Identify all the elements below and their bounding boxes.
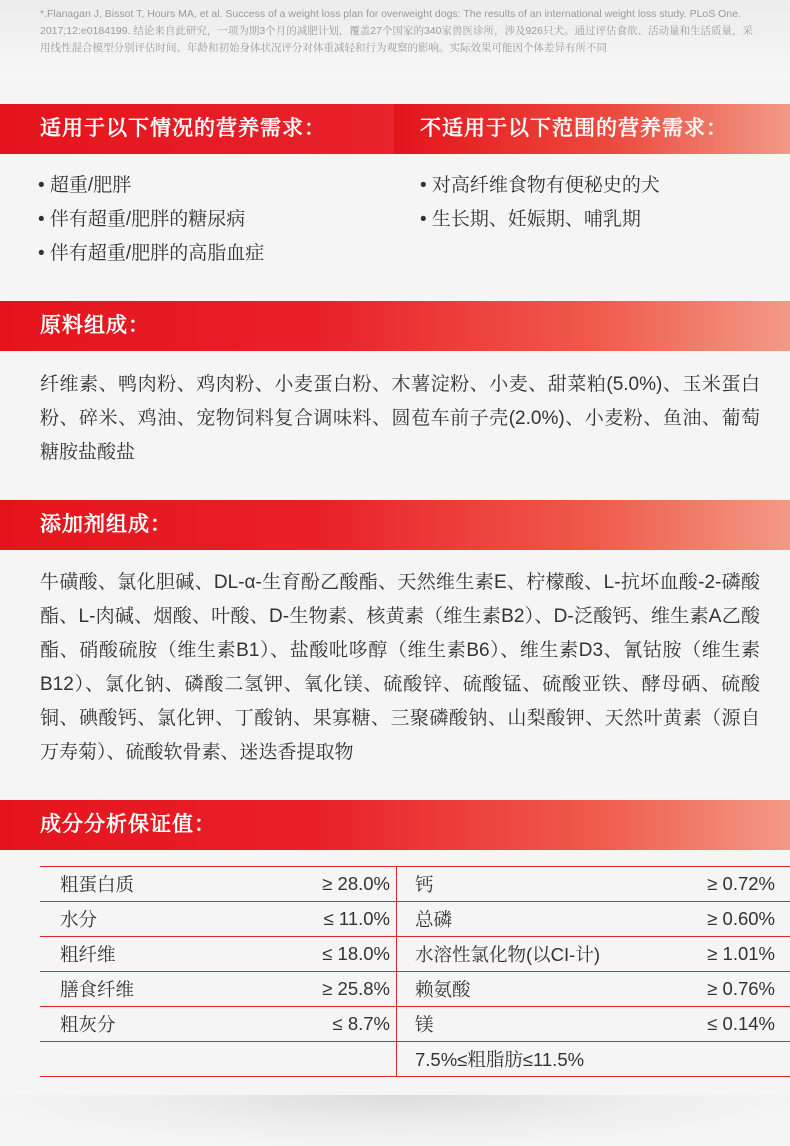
nutrient-value: ≤ 0.14% (625, 1007, 790, 1042)
nutrient-value: ≥ 0.72% (625, 867, 790, 902)
analysis-title: 成分分析保证值： (40, 813, 216, 836)
nutrient-value: ≤ 18.0% (260, 937, 397, 972)
nutrient-name: 粗灰分 (40, 1007, 260, 1042)
table-row (40, 902, 790, 937)
suitable-title: 适用于以下情况的营养需求： (40, 117, 326, 140)
nutrient-value: ≥ 25.8% (260, 972, 397, 1007)
list-item: • 超重/肥胖 (38, 175, 132, 196)
unsuitable-header (394, 104, 790, 154)
nutrient-value: ≤ 11.0% (260, 902, 397, 937)
table-row (40, 937, 790, 972)
nutrient-value: ≥ 28.0% (260, 867, 397, 902)
list-item: • 对高纤维食物有便秘史的犬 (420, 175, 660, 196)
unsuitable-list (420, 169, 660, 237)
fat-range: 7.5%≤粗脂肪≤11.5% (397, 1042, 790, 1077)
additives-title: 添加剂组成： (40, 513, 172, 536)
nutrient-value: ≥ 1.01% (625, 937, 790, 972)
nutrient-name: 水溶性氯化物(以CI-计) (397, 937, 625, 972)
nutrient-value: ≤ 8.7% (260, 1007, 397, 1042)
nutrient-value: ≥ 0.60% (625, 902, 790, 937)
nutrient-value (260, 1042, 397, 1077)
nutrient-name: 镁 (397, 1007, 625, 1042)
table-row (40, 867, 790, 902)
list-item: • 伴有超重/肥胖的糖尿病 (38, 209, 246, 230)
ingredients-header (0, 301, 790, 351)
nutrient-name: 膳食纤维 (40, 972, 260, 1007)
suitable-list (38, 169, 264, 271)
ingredients-text: 纤维素、鸭肉粉、鸡肉粉、小麦蛋白粉、木薯淀粉、小麦、甜菜粕(5.0%)、玉米蛋白粉、碎米、鸡油、宠物饲料复合调味料、圆苞车前子壳(2.0%)、小麦粉、鱼油、葡萄糖胺盐酸盐 (40, 374, 760, 463)
table-row (40, 972, 790, 1007)
nutrient-name (40, 1042, 260, 1077)
analysis-table (40, 866, 790, 1077)
list-item: • 伴有超重/肥胖的高脂血症 (38, 243, 265, 264)
footnote-text: *.Flanagan J, Bissot T, Hours MA, et al. Success of a weight loss plan for overweight dogs: The results of an international weight loss study. PLoS One. 2017;12:e0184199. 结论来自此研究，一项为期3个月的减肥计划，覆盖27个国家的340家兽医诊所，涉及926只犬。通过评估食欲、活动量和生活质量，采用线性混合模型分别评估时间、年龄和初始身体状况评分对体重减轻和行为观察的影响。实际效果可能因个体差异有所不同 (40, 8, 753, 54)
footnote (0, 0, 790, 78)
nutrient-name: 粗蛋白质 (40, 867, 260, 902)
ingredients-title: 原料组成： (40, 314, 150, 337)
unsuitable-title: 不适用于以下范围的营养需求： (420, 117, 728, 140)
nutrient-value: ≥ 0.76% (625, 972, 790, 1007)
suitability-header (0, 104, 790, 154)
additives-header (0, 500, 790, 550)
bottom-shadow (0, 1095, 790, 1146)
suitable-header (0, 104, 394, 154)
analysis-header (0, 800, 790, 850)
list-item: • 生长期、妊娠期、哺乳期 (420, 209, 641, 230)
nutrient-name: 钙 (397, 867, 625, 902)
table-row (40, 1007, 790, 1042)
nutrient-name: 水分 (40, 902, 260, 937)
additives-text: 牛磺酸、氯化胆碱、DL-α-生育酚乙酸酯、天然维生素E、柠檬酸、L-抗坏血酸-2-磷酸酯、L-肉碱、烟酸、叶酸、D-生物素、核黄素（维生素B2）、D-泛酸钙、维生素A乙酸酯、硝酸硫胺（维生素B1）、盐酸吡哆醇（维生素B6）、维生素D3、氰钴胺（维生素B12）、氯化钠、磷酸二氢钾、氧化镁、硫酸锌、硫酸锰、硫酸亚铁、酵母硒、硫酸铜、碘酸钙、氯化钾、丁酸钠、果寡糖、三聚磷酸钠、山梨酸钾、天然叶黄素（源自万寿菊）、硫酸软骨素、迷迭香提取物 (40, 572, 760, 763)
nutrient-name: 粗纤维 (40, 937, 260, 972)
table-row (40, 1042, 790, 1077)
nutrient-name: 赖氨酸 (397, 972, 625, 1007)
nutrient-name: 总磷 (397, 902, 625, 937)
